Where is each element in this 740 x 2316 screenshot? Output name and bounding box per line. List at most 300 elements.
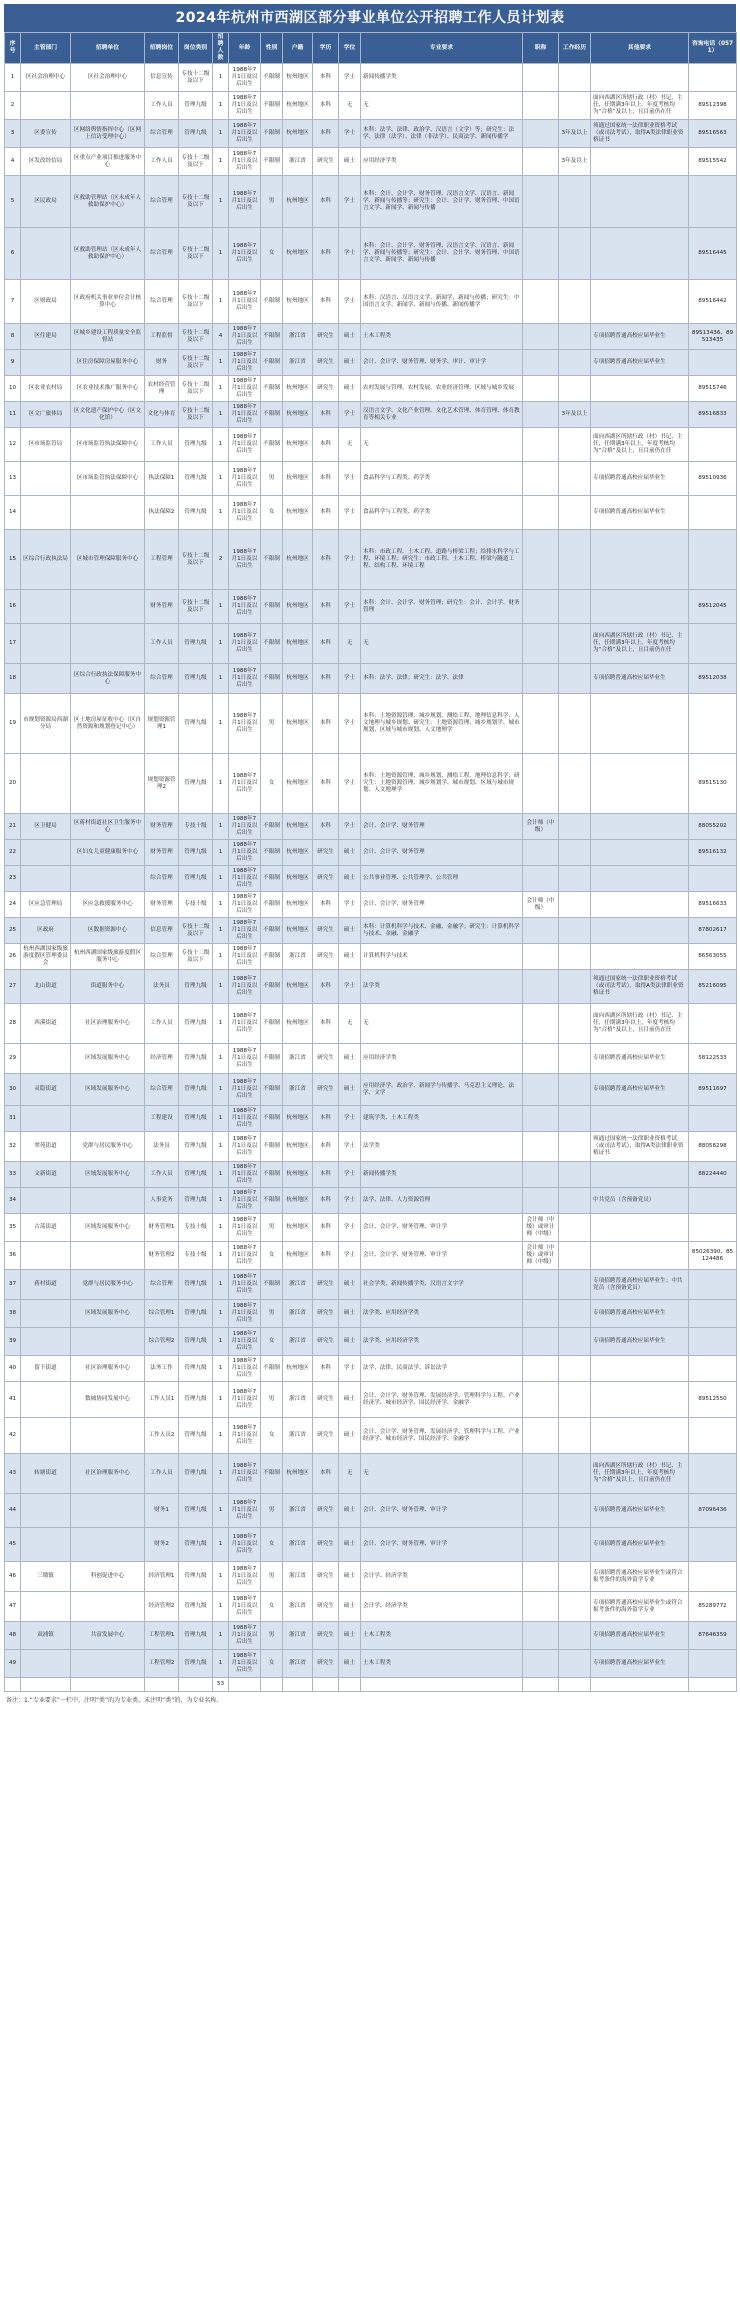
education-cell: 本科 (313, 1132, 339, 1162)
headcount-cell: 1 (213, 376, 229, 402)
headcount-cell: 1 (213, 176, 229, 228)
headcount-cell: 1 (213, 1622, 229, 1650)
hukou-cell: 杭州地区 (283, 918, 313, 944)
category-cell: 管理九级 (179, 120, 213, 148)
degree-cell: 无 (339, 428, 361, 462)
sex-cell: 不限制 (261, 324, 283, 350)
headcount-cell: 1 (213, 624, 229, 664)
experience-cell (559, 590, 591, 624)
post-cell: 财务管理1 (145, 1214, 179, 1242)
major-cell: 本科：土地资源管理、城乡规划、测绘工程、地理信息科学、人文地理与城乡规划；研究生：土地资源管理、城乡规划学、城市规划、区域与城市规划、人文地理学 (361, 694, 523, 754)
headcount-cell: 1 (213, 496, 229, 530)
column-header: 序号 (5, 33, 21, 64)
sex-cell: 不限制 (261, 918, 283, 944)
degree-cell: 学士 (339, 754, 361, 814)
department-cell (21, 462, 71, 496)
row-number: 2 (5, 92, 21, 120)
department-cell (21, 92, 71, 120)
title-cell (523, 350, 559, 376)
category-cell: 专技十二级及以下 (179, 402, 213, 428)
post-cell: 工程建设 (145, 1106, 179, 1132)
sex-cell: 女 (261, 1418, 283, 1454)
sex-cell: 不限制 (261, 1162, 283, 1188)
major-cell: 会计、会计学、财务管理、财务学、审计、审计学 (361, 350, 523, 376)
education-cell: 研究生 (313, 866, 339, 892)
headcount-cell: 1 (213, 1650, 229, 1678)
post-cell: 财务 (145, 350, 179, 376)
category-cell: 管理九级 (179, 462, 213, 496)
table-row (5, 350, 737, 376)
title-cell (523, 1356, 559, 1382)
category-cell: 管理九级 (179, 1622, 213, 1650)
unit-cell: 区蒋村街道社区卫生服务中心 (71, 814, 145, 840)
unit-cell: 区域发展服务中心 (71, 1214, 145, 1242)
headcount-cell: 1 (213, 1214, 229, 1242)
unit-cell: 区住房保障房屋服务中心 (71, 350, 145, 376)
experience-cell (559, 1004, 591, 1044)
major-cell: 汉语言文学、文化产业管理、文化艺术管理、体育管理、体育教育等相关专业 (361, 402, 523, 428)
sex-cell: 男 (261, 1300, 283, 1328)
sex-cell: 女 (261, 1242, 283, 1270)
category-cell: 专技十二级及以下 (179, 918, 213, 944)
degree-cell: 硕士 (339, 350, 361, 376)
education-cell: 研究生 (313, 1650, 339, 1678)
category-cell: 专技十级 (179, 814, 213, 840)
experience-cell (559, 892, 591, 918)
row-number: 32 (5, 1132, 21, 1162)
other-requirements-cell: 专项招聘普通高校应届毕业生 (591, 1328, 689, 1356)
age-cell: 1988年7月1日及以后出生 (229, 376, 261, 402)
category-cell: 管理九级 (179, 1418, 213, 1454)
title-cell (523, 970, 559, 1004)
sex-cell: 不限制 (261, 1044, 283, 1074)
category-cell: 管理九级 (179, 1188, 213, 1214)
unit-cell (71, 624, 145, 664)
post-cell: 工程管理 (145, 530, 179, 590)
hukou-cell: 杭州地区 (283, 64, 313, 92)
phone-cell: 85289772 (689, 1592, 737, 1622)
other-requirements-cell (591, 402, 689, 428)
table-row (5, 1418, 737, 1454)
row-number: 49 (5, 1650, 21, 1678)
hukou-cell: 浙江省 (283, 1650, 313, 1678)
title-cell (523, 1418, 559, 1454)
education-cell: 本科 (313, 664, 339, 694)
table-row (5, 92, 737, 120)
title-cell (523, 92, 559, 120)
hukou-cell: 浙江省 (283, 1300, 313, 1328)
major-cell: 本科：计算机科学与技术、金融、金融学；研究生：计算机科学与技术、金融、金融学 (361, 918, 523, 944)
major-cell: 会计学、经济学类 (361, 1562, 523, 1592)
title-cell (523, 462, 559, 496)
title-cell (523, 64, 559, 92)
department-cell: 古荡街道 (21, 1214, 71, 1242)
headcount-cell: 1 (213, 1242, 229, 1270)
degree-cell: 学士 (339, 814, 361, 840)
phone-cell (689, 1214, 737, 1242)
headcount-cell: 1 (213, 1106, 229, 1132)
phone-cell: 89516563 (689, 120, 737, 148)
degree-cell: 硕士 (339, 376, 361, 402)
education-cell: 研究生 (313, 1418, 339, 1454)
department-cell: 区应急管理局 (21, 892, 71, 918)
hukou-cell: 浙江省 (283, 1562, 313, 1592)
title-cell (523, 1044, 559, 1074)
age-cell: 1988年7月1日及以后出生 (229, 866, 261, 892)
major-cell: 会计、会计学、财务管理、审计学 (361, 1494, 523, 1528)
row-number: 29 (5, 1044, 21, 1074)
other-requirements-cell: 专项招聘普通高校应届毕业生 (591, 1622, 689, 1650)
age-cell: 1988年7月1日及以后出生 (229, 148, 261, 176)
unit-cell: 区域发展服务中心 (71, 1074, 145, 1106)
sex-cell: 不限制 (261, 120, 283, 148)
post-cell: 工程管理1 (145, 1622, 179, 1650)
department-cell (21, 624, 71, 664)
row-number: 3 (5, 120, 21, 148)
degree-cell: 学士 (339, 1214, 361, 1242)
hukou-cell: 浙江省 (283, 944, 313, 970)
title-cell (523, 176, 559, 228)
hukou-cell: 浙江省 (283, 1592, 313, 1622)
other-requirements-cell (591, 1242, 689, 1270)
education-cell: 研究生 (313, 944, 339, 970)
experience-cell (559, 1044, 591, 1074)
hukou-cell: 浙江省 (283, 1418, 313, 1454)
degree-cell: 学士 (339, 530, 361, 590)
title-cell (523, 1328, 559, 1356)
degree-cell: 硕士 (339, 1622, 361, 1650)
unit-cell: 区农业技术推广服务中心 (71, 376, 145, 402)
phone-cell: 86563055 (689, 944, 737, 970)
headcount-cell: 1 (213, 92, 229, 120)
table-row (5, 228, 737, 280)
title-cell (523, 120, 559, 148)
major-cell: 土木工程类 (361, 324, 523, 350)
other-requirements-cell (591, 1162, 689, 1188)
post-cell: 综合管理1 (145, 1300, 179, 1328)
experience-cell (559, 1106, 591, 1132)
major-cell: 本科：会计、会计学、财务管理、汉语言文学、汉语言、新闻学、新闻与传播等；研究生：会计、会计学、财务管理、中国语言文学、新闻学、新闻与传播 (361, 228, 523, 280)
hukou-cell: 杭州地区 (283, 376, 313, 402)
hukou-cell: 杭州地区 (283, 1188, 313, 1214)
row-number: 36 (5, 1242, 21, 1270)
unit-cell: 区综合行政执法保障服务中心 (71, 664, 145, 694)
phone-cell: 89516833 (689, 402, 737, 428)
phone-cell (689, 624, 737, 664)
post-cell: 规划资源管理2 (145, 754, 179, 814)
other-requirements-cell: 须通过国家统一法律职业资格考试（或司法考试），取得A类法律职业资格证书 (591, 120, 689, 148)
education-cell: 本科 (313, 1004, 339, 1044)
other-requirements-cell (591, 1356, 689, 1382)
major-cell: 无 (361, 1454, 523, 1494)
headcount-cell: 1 (213, 1188, 229, 1214)
row-number: 34 (5, 1188, 21, 1214)
department-cell: 区委宣传 (21, 120, 71, 148)
phone-cell: 89515542 (689, 148, 737, 176)
degree-cell: 无 (339, 92, 361, 120)
total-row-cell (5, 1678, 21, 1692)
post-cell: 工作人员 (145, 92, 179, 120)
age-cell: 1988年7月1日及以后出生 (229, 496, 261, 530)
sex-cell: 不限制 (261, 428, 283, 462)
row-number: 45 (5, 1528, 21, 1562)
table-row (5, 892, 737, 918)
table-row (5, 1214, 737, 1242)
degree-cell: 无 (339, 624, 361, 664)
total-row-cell (145, 1678, 179, 1692)
degree-cell: 学士 (339, 462, 361, 496)
table-header-row (5, 33, 737, 64)
category-cell: 管理九级 (179, 1132, 213, 1162)
headcount-cell: 1 (213, 228, 229, 280)
table-row (5, 1074, 737, 1106)
other-requirements-cell (591, 944, 689, 970)
headcount-cell: 1 (213, 1382, 229, 1418)
sex-cell: 不限制 (261, 402, 283, 428)
hukou-cell: 杭州地区 (283, 530, 313, 590)
major-cell: 应用经济学类 (361, 1044, 523, 1074)
sex-cell: 不限制 (261, 1132, 283, 1162)
headcount-cell: 1 (213, 402, 229, 428)
headcount-cell: 1 (213, 814, 229, 840)
education-cell: 本科 (313, 1106, 339, 1132)
table-row (5, 428, 737, 462)
post-cell: 法务工作 (145, 1356, 179, 1382)
other-requirements-cell (591, 892, 689, 918)
title-cell (523, 228, 559, 280)
experience-cell (559, 530, 591, 590)
headcount-cell: 1 (213, 1418, 229, 1454)
sex-cell: 男 (261, 694, 283, 754)
column-header: 专业要求 (361, 33, 523, 64)
row-number: 26 (5, 944, 21, 970)
table-row (5, 530, 737, 590)
education-cell: 本科 (313, 92, 339, 120)
category-cell: 管理九级 (179, 1592, 213, 1622)
experience-cell (559, 754, 591, 814)
major-cell: 会计学、经济学类 (361, 1592, 523, 1622)
row-number: 19 (5, 694, 21, 754)
post-cell: 综合管理 (145, 1074, 179, 1106)
headcount-cell: 1 (213, 1454, 229, 1494)
headcount-cell: 1 (213, 694, 229, 754)
major-cell: 会计、会计学、财务管理、发展经济学、管理科学与工程、产业经济学、城市经济学、国民经济学、金融学 (361, 1382, 523, 1418)
other-requirements-cell: 面向西湖区所辖行政（村）书记、主任，任期满3年以上，年度考核均为“合格”及以上，且目前仍在任 (591, 92, 689, 120)
age-cell: 1988年7月1日及以后出生 (229, 754, 261, 814)
education-cell: 研究生 (313, 324, 339, 350)
post-cell: 财务1 (145, 1494, 179, 1528)
experience-cell (559, 814, 591, 840)
phone-cell: 85216095 (689, 970, 737, 1004)
table-row (5, 1162, 737, 1188)
unit-cell: 数城协同发展中心 (71, 1382, 145, 1418)
degree-cell: 硕士 (339, 1528, 361, 1562)
experience-cell (559, 1270, 591, 1300)
department-cell: 翠苑街道 (21, 1132, 71, 1162)
sex-cell: 男 (261, 1214, 283, 1242)
experience-cell (559, 64, 591, 92)
headcount-cell: 1 (213, 1300, 229, 1328)
post-cell: 财务管理 (145, 840, 179, 866)
headcount-cell: 1 (213, 754, 229, 814)
table-body (5, 64, 737, 1692)
unit-cell: 区重点产业项目推进服务中心 (71, 148, 145, 176)
education-cell: 本科 (313, 1356, 339, 1382)
degree-cell: 学士 (339, 496, 361, 530)
table-row (5, 1270, 737, 1300)
row-number: 44 (5, 1494, 21, 1528)
unit-cell (71, 1528, 145, 1562)
department-cell: 灵隐街道 (21, 1074, 71, 1106)
experience-cell (559, 1418, 591, 1454)
unit-cell (71, 1650, 145, 1678)
title-cell (523, 1592, 559, 1622)
post-cell: 工作人员 (145, 428, 179, 462)
age-cell: 1988年7月1日及以后出生 (229, 1650, 261, 1678)
education-cell: 研究生 (313, 1494, 339, 1528)
category-cell: 管理九级 (179, 1328, 213, 1356)
degree-cell: 硕士 (339, 1300, 361, 1328)
sex-cell: 不限制 (261, 64, 283, 92)
column-header: 学历 (313, 33, 339, 64)
sex-cell: 女 (261, 228, 283, 280)
major-cell: 应用经济学类 (361, 148, 523, 176)
post-cell: 综合管理 (145, 866, 179, 892)
age-cell: 1988年7月1日及以后出生 (229, 402, 261, 428)
category-cell: 管理九级 (179, 1270, 213, 1300)
sex-cell: 不限制 (261, 590, 283, 624)
phone-cell (689, 496, 737, 530)
post-cell: 财务管理 (145, 590, 179, 624)
table-row (5, 1650, 737, 1678)
post-cell: 信息宣传 (145, 64, 179, 92)
unit-cell: 区政府机关事业单位会计核算中心 (71, 280, 145, 324)
major-cell: 本科：法学、法律、政治学、汉语言（文学）等；研究生：法学、法律（法学）、法律（非法学）、民商法学、新闻传播学 (361, 120, 523, 148)
experience-cell (559, 970, 591, 1004)
experience-cell (559, 1650, 591, 1678)
sex-cell: 不限制 (261, 1074, 283, 1106)
title-cell (523, 428, 559, 462)
table-row (5, 1592, 737, 1622)
table-row (5, 814, 737, 840)
title-cell (523, 754, 559, 814)
education-cell: 本科 (313, 1188, 339, 1214)
unit-cell: 区市场监管执法保障中心 (71, 462, 145, 496)
education-cell: 本科 (313, 402, 339, 428)
headcount-cell: 1 (213, 1132, 229, 1162)
phone-cell: 88058298 (689, 1132, 737, 1162)
department-cell: 留下街道 (21, 1356, 71, 1382)
total-row-cell (283, 1678, 313, 1692)
table-row (5, 1382, 737, 1418)
hukou-cell: 杭州地区 (283, 428, 313, 462)
major-cell: 法学类、应用经济学类 (361, 1328, 523, 1356)
department-cell (21, 840, 71, 866)
degree-cell: 硕士 (339, 1382, 361, 1418)
row-number: 27 (5, 970, 21, 1004)
phone-cell (689, 694, 737, 754)
major-cell: 公共事业管理、公共管理学、公共管理 (361, 866, 523, 892)
age-cell: 1988年7月1日及以后出生 (229, 1132, 261, 1162)
headcount-cell: 1 (213, 120, 229, 148)
total-row-cell (21, 1678, 71, 1692)
hukou-cell: 杭州地区 (283, 1242, 313, 1270)
category-cell: 管理九级 (179, 866, 213, 892)
unit-cell (71, 1592, 145, 1622)
post-cell: 人事党务 (145, 1188, 179, 1214)
experience-cell (559, 324, 591, 350)
hukou-cell: 杭州地区 (283, 970, 313, 1004)
education-cell: 本科 (313, 814, 339, 840)
sex-cell: 不限制 (261, 970, 283, 1004)
table-row (5, 866, 737, 892)
title-cell (523, 866, 559, 892)
table-row (5, 1132, 737, 1162)
major-cell: 本科：法学、法律；研究生：法学、法律 (361, 664, 523, 694)
title-cell (523, 376, 559, 402)
unit-cell: 社区治理服务中心 (71, 1356, 145, 1382)
age-cell: 1988年7月1日及以后出生 (229, 1188, 261, 1214)
title-cell (523, 664, 559, 694)
age-cell: 1988年7月1日及以后出生 (229, 1162, 261, 1188)
hukou-cell: 浙江省 (283, 324, 313, 350)
unit-cell: 街道服务中心 (71, 970, 145, 1004)
other-requirements-cell (591, 530, 689, 590)
row-number: 6 (5, 228, 21, 280)
degree-cell: 学士 (339, 1188, 361, 1214)
other-requirements-cell: 专项招聘普通高校应届毕业生或符合报考条件的海外留学专业 (591, 1562, 689, 1592)
table-row (5, 280, 737, 324)
total-row-cell (179, 1678, 213, 1692)
sex-cell: 不限制 (261, 350, 283, 376)
hukou-cell: 杭州地区 (283, 754, 313, 814)
title-cell (523, 1270, 559, 1300)
headcount-cell: 1 (213, 1270, 229, 1300)
post-cell: 工作人员1 (145, 1382, 179, 1418)
phone-cell: 89512398 (689, 92, 737, 120)
education-cell: 本科 (313, 462, 339, 496)
degree-cell: 学士 (339, 1242, 361, 1270)
department-cell: 三墩镇 (21, 1562, 71, 1592)
unit-cell (71, 1188, 145, 1214)
other-requirements-cell: 专项招聘普通高校应届毕业生 (591, 1300, 689, 1328)
education-cell: 研究生 (313, 1270, 339, 1300)
post-cell: 综合管理 (145, 944, 179, 970)
title-cell (523, 1454, 559, 1494)
education-cell: 研究生 (313, 350, 339, 376)
table-row (5, 694, 737, 754)
title-cell (523, 1106, 559, 1132)
row-number: 8 (5, 324, 21, 350)
category-cell: 管理九级 (179, 1454, 213, 1494)
headcount-cell: 1 (213, 590, 229, 624)
phone-cell: 88055202 (689, 814, 737, 840)
department-cell (21, 1300, 71, 1328)
phone-cell (689, 866, 737, 892)
category-cell: 专技十二级及以下 (179, 350, 213, 376)
post-cell: 财务管理 (145, 892, 179, 918)
headcount-cell: 1 (213, 1356, 229, 1382)
unit-cell: 区土地房屋征收中心（区自然资源和规划登记中心） (71, 694, 145, 754)
degree-cell: 硕士 (339, 1592, 361, 1622)
column-header: 咨询电话（0571） (689, 33, 737, 64)
row-number: 40 (5, 1356, 21, 1382)
row-number: 4 (5, 148, 21, 176)
phone-cell (689, 1356, 737, 1382)
column-header: 招聘人数 (213, 33, 229, 64)
row-number: 1 (5, 64, 21, 92)
department-cell: 北山街道 (21, 970, 71, 1004)
